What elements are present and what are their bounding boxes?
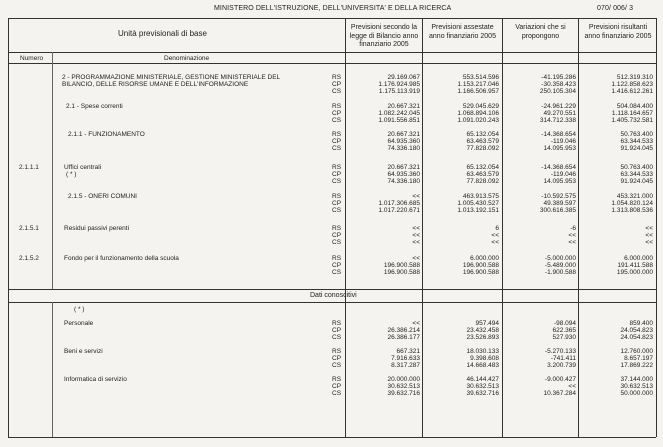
type-label: CS — [332, 390, 342, 397]
dati-conoscitivi-heading: Dati conoscitivi — [310, 292, 357, 299]
amount-cell: 463.913.575 — [462, 193, 499, 200]
row-denomination: Personale — [64, 320, 94, 327]
amount-cell: 49.270.551 — [543, 110, 576, 117]
amount-cell: 195.000.000 — [616, 269, 653, 276]
amount-cell: -30.358.423 — [541, 81, 576, 88]
amount-cell: 26.386.214 — [387, 327, 420, 334]
amount-cell: 17.869.222 — [620, 362, 653, 369]
amount-cell: << — [412, 239, 420, 246]
amount-cell: 1.313.808.536 — [611, 207, 653, 214]
amount-cell: -14.368.654 — [541, 164, 576, 171]
type-label: CS — [332, 178, 342, 185]
amount-cell: 1.017.306.685 — [378, 200, 420, 207]
amount-cell: 1.005.430.527 — [457, 200, 499, 207]
amount-cell: 23.526.893 — [466, 334, 499, 341]
amount-cell: 50.000.000 — [620, 390, 653, 397]
amount-cell: 14.095.953 — [543, 178, 576, 185]
amount-cell: 50.763.400 — [620, 164, 653, 171]
type-label: CS — [332, 207, 342, 214]
amount-cell: -24.961.229 — [541, 103, 576, 110]
type-label: CP — [332, 81, 342, 88]
amount-cell: 667.321 — [396, 348, 420, 355]
type-label: RS — [332, 255, 342, 262]
amount-cell: 6.000.000 — [624, 255, 653, 262]
amount-cell: 91.924.045 — [620, 145, 653, 152]
amount-cell: 1.118.164.657 — [611, 110, 653, 117]
row-number: 2.1.1.1 — [19, 164, 39, 171]
type-label: CS — [332, 269, 342, 276]
row-denomination: Uffici centrali — [64, 164, 102, 171]
amount-cell: 622.365 — [552, 327, 576, 334]
table-bottom-border — [8, 437, 656, 438]
amount-cell: << — [645, 225, 653, 232]
amount-cell: 300.616.385 — [539, 207, 576, 214]
amount-cell: 63.344.533 — [620, 171, 653, 178]
amount-cell: -5.270.133 — [544, 348, 576, 355]
page-reference: 070/ 006/ 3 — [597, 5, 634, 12]
amount-cell: 37.144.000 — [620, 376, 653, 383]
amount-cell: 6.000.000 — [470, 255, 499, 262]
amount-cell: 63.463.579 — [466, 138, 499, 145]
amount-cell: 314.712.338 — [539, 117, 576, 124]
type-label: CS — [332, 117, 342, 124]
row-denomination: 2.1.1 - FUNZIONAMENTO — [68, 131, 145, 138]
numero-header: Numero — [20, 55, 44, 62]
type-label: CP — [332, 327, 342, 334]
type-label: CS — [332, 334, 342, 341]
amount-cell: << — [491, 239, 499, 246]
type-label: CP — [332, 110, 342, 117]
type-label: CS — [332, 239, 342, 246]
type-label: RS — [332, 131, 342, 138]
amount-cell: 196.900.588 — [383, 269, 420, 276]
amount-cell: 64.935.360 — [387, 171, 420, 178]
amount-cell: 527.930 — [552, 334, 576, 341]
type-label: CP — [332, 200, 342, 207]
amount-cell: -1.900.588 — [544, 269, 576, 276]
amount-cell: 30.632.513 — [466, 383, 499, 390]
row-denomination: BILANCIO, DELLE RISORSE UMANE E DELL'INFORMAZIONE — [62, 81, 249, 88]
amount-cell: 1.122.858.623 — [611, 81, 653, 88]
amount-cell: 1.017.220.671 — [378, 207, 420, 214]
amount-cell: 250.105.304 — [539, 88, 576, 95]
amount-cell: 7.916.633 — [391, 355, 420, 362]
amount-cell: << — [568, 239, 576, 246]
amount-cell: 1.013.192.151 — [457, 207, 499, 214]
section-divider-top — [8, 289, 656, 290]
amount-cell: 24.054.823 — [620, 327, 653, 334]
amount-cell: 14.668.483 — [466, 362, 499, 369]
amount-cell: 29.169.067 — [387, 74, 420, 81]
amount-cell: 8.317.287 — [391, 362, 420, 369]
amount-cell: 1.416.612.261 — [611, 88, 653, 95]
row-number: 2.1.5.2 — [19, 255, 39, 262]
col1-header: Previsioni secondo la legge di Bilancio anno finanziario 2005 — [349, 24, 419, 48]
amount-cell: 1.091.020.243 — [457, 117, 499, 124]
amount-cell: 1.175.113.919 — [378, 88, 420, 95]
amount-cell: 196.900.588 — [462, 262, 499, 269]
row-denomination: 2.1 - Spese correnti — [66, 103, 123, 110]
amount-cell: 1.405.732.581 — [611, 117, 653, 124]
amount-cell: << — [412, 225, 420, 232]
amount-cell: 859.400 — [629, 320, 653, 327]
amount-cell: 20.667.321 — [387, 131, 420, 138]
amount-cell: << — [568, 383, 576, 390]
amount-cell: 39.632.716 — [466, 390, 499, 397]
type-label: RS — [332, 193, 342, 200]
type-label: RS — [332, 376, 342, 383]
amount-cell: 191.411.588 — [617, 262, 653, 269]
amount-cell: 529.045.629 — [462, 103, 499, 110]
type-label: RS — [332, 164, 342, 171]
numero-divider-2 — [52, 302, 53, 437]
amount-cell: << — [412, 255, 420, 262]
amount-cell: 30.632.513 — [387, 383, 420, 390]
row-denomination: Informatica di servizio — [64, 376, 127, 383]
amount-cell: << — [412, 193, 420, 200]
section-divider-bottom — [8, 302, 656, 303]
row-denomination: ( * ) — [74, 306, 85, 313]
type-label: CS — [332, 88, 342, 95]
amount-cell: 20.667.321 — [387, 164, 420, 171]
amount-cell: 63.463.579 — [466, 171, 499, 178]
amount-cell: << — [491, 232, 499, 239]
amount-cell: 10.367.284 — [543, 390, 576, 397]
amount-cell: 26.386.177 — [387, 334, 420, 341]
row-denomination: Fondo per il funzionamento della scuola — [64, 255, 179, 262]
amount-cell: 65.132.054 — [466, 164, 499, 171]
type-label: CP — [332, 171, 342, 178]
amount-cell: 504.084.400 — [616, 103, 653, 110]
amount-cell: 8.657.197 — [624, 355, 653, 362]
amount-cell: 1.091.556.851 — [378, 117, 420, 124]
row-denomination: 2.1.5 - ONERI COMUNI — [68, 193, 137, 200]
numero-divider — [52, 52, 53, 289]
amount-cell: -5.489.000 — [544, 262, 576, 269]
amount-cell: 196.900.588 — [383, 262, 420, 269]
amount-cell: 91.924.045 — [620, 178, 653, 185]
col1-divider — [345, 18, 346, 437]
amount-cell: 50.763.400 — [620, 131, 653, 138]
denominazione-header: Denominazione — [164, 55, 210, 62]
amount-cell: 1.082.242.045 — [378, 110, 420, 117]
amount-cell: 9.398.608 — [470, 355, 499, 362]
amount-cell: -5.000.000 — [544, 255, 576, 262]
col3-divider — [502, 18, 503, 437]
type-label: CS — [332, 362, 342, 369]
amount-cell: 74.336.180 — [387, 145, 420, 152]
amount-cell: -10.592.575 — [541, 193, 576, 200]
amount-cell: 77.828.092 — [466, 145, 499, 152]
col4-header: Previsioni risultanti anno finanziario 2005 — [584, 24, 652, 40]
col2-header: Previsioni assestate anno finanziario 2005 — [429, 24, 496, 40]
amount-cell: -6 — [570, 225, 576, 232]
amount-cell: 1.068.894.106 — [457, 110, 499, 117]
amount-cell: -9.000.427 — [544, 376, 576, 383]
amount-cell: 63.344.533 — [620, 138, 653, 145]
type-label: RS — [332, 320, 342, 327]
amount-cell: 64.935.360 — [387, 138, 420, 145]
amount-cell: 65.132.054 — [466, 131, 499, 138]
amount-cell: 24.054.823 — [620, 334, 653, 341]
type-label: CP — [332, 262, 342, 269]
amount-cell: 453.321.000 — [616, 193, 653, 200]
amount-cell: -741.411 — [550, 355, 576, 362]
amount-cell: -14.368.654 — [541, 131, 576, 138]
type-label: CS — [332, 145, 342, 152]
type-label: CP — [332, 138, 342, 145]
amount-cell: -41.195.286 — [541, 74, 576, 81]
amount-cell: 512.319.310 — [616, 74, 653, 81]
amount-cell: 1.166.506.957 — [457, 88, 499, 95]
table-top-border — [8, 18, 656, 19]
amount-cell: << — [645, 239, 653, 246]
row-denomination: Residui passivi perenti — [64, 225, 130, 232]
type-label: RS — [332, 225, 342, 232]
amount-cell: 77.828.092 — [466, 178, 499, 185]
amount-cell: 30.632.513 — [620, 383, 653, 390]
left-border — [8, 18, 9, 437]
type-label: CP — [332, 383, 342, 390]
row-denomination: Beni e servizi — [64, 348, 103, 355]
amount-cell: 74.336.180 — [387, 178, 420, 185]
ministry-title: MINISTERO DELL'ISTRUZIONE, DELL'UNIVERSITA' E DELLA RICERCA — [214, 5, 452, 12]
amount-cell: 6 — [495, 225, 499, 232]
amount-cell: 1.153.217.046 — [457, 81, 499, 88]
row-denomination: ( * ) — [66, 171, 77, 178]
amount-cell: -119.046 — [550, 171, 576, 178]
amount-cell: -119.046 — [550, 138, 576, 145]
unita-header: Unità previsionali di base — [118, 29, 207, 38]
amount-cell: << — [412, 320, 420, 327]
amount-cell: 20.000.000 — [387, 376, 420, 383]
amount-cell: 39.632.716 — [387, 390, 420, 397]
amount-cell: 553.514.596 — [462, 74, 499, 81]
amount-cell: -98.094 — [553, 320, 576, 327]
amount-cell: << — [412, 232, 420, 239]
amount-cell: 3.200.739 — [547, 362, 576, 369]
amount-cell: 18.030.133 — [466, 348, 499, 355]
amount-cell: 46.144.427 — [466, 376, 499, 383]
col2-divider — [422, 18, 423, 437]
col3-header: Variazioni che si propongono — [515, 24, 566, 40]
amount-cell: << — [568, 232, 576, 239]
type-label: RS — [332, 348, 342, 355]
row-number: 2.1.5.1 — [19, 225, 39, 232]
amount-cell: 49.389.597 — [543, 200, 576, 207]
amount-cell: 23.432.458 — [466, 327, 499, 334]
amount-cell: 1.054.820.124 — [611, 200, 653, 207]
type-label: RS — [332, 74, 342, 81]
amount-cell: 1.176.924.985 — [378, 81, 420, 88]
amount-cell: 957.494 — [475, 320, 499, 327]
amount-cell: 14.095.953 — [543, 145, 576, 152]
row-denomination: 2 - PROGRAMMAZIONE MINISTERIALE, GESTIONE MINISTERIALE DEL — [62, 74, 281, 81]
column-header-border — [8, 63, 656, 64]
amount-cell: << — [645, 232, 653, 239]
col4-divider — [578, 18, 579, 437]
type-label: RS — [332, 103, 342, 110]
amount-cell: 20.667.321 — [387, 103, 420, 110]
right-border — [656, 18, 657, 437]
type-label: CP — [332, 355, 342, 362]
amount-cell: 196.900.588 — [462, 269, 499, 276]
header-bottom-border — [8, 52, 656, 53]
type-label: CP — [332, 232, 342, 239]
amount-cell: 12.760.000 — [620, 348, 653, 355]
